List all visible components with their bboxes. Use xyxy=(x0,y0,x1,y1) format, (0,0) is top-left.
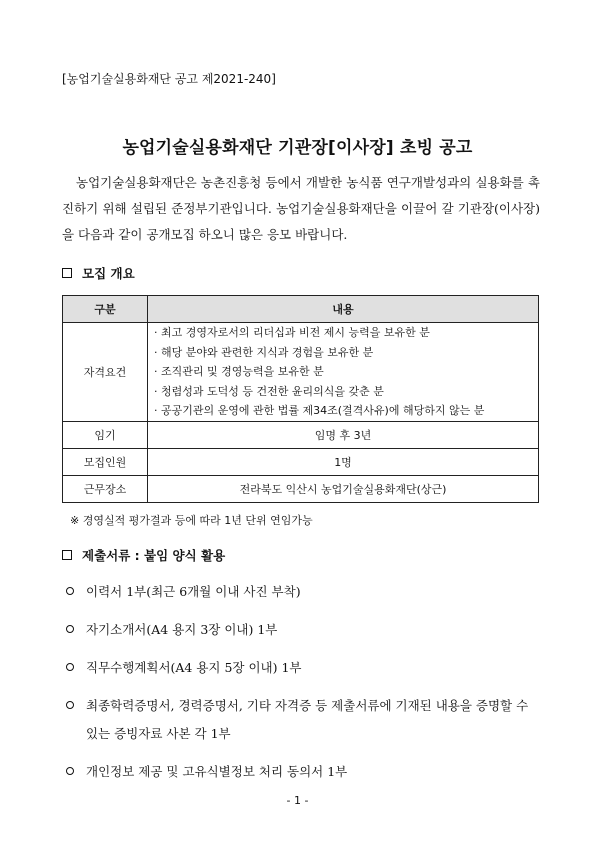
notice-reference: [농업기술실용화재단 공고 제2021-240] xyxy=(62,72,276,86)
page-number: - 1 - xyxy=(286,794,309,807)
qualification-item: · 최고 경영자로서의 리더십과 비전 제시 능력을 보유한 분 xyxy=(154,326,430,339)
qualification-item: · 공공기관의 운영에 관한 법률 제34조(결격사유)에 해당하지 않는 분 xyxy=(154,404,485,417)
header-content: 내용 xyxy=(148,296,539,323)
qualification-item: · 청렴성과 도덕성 등 건전한 윤리의식을 갖춘 분 xyxy=(154,384,384,398)
recruitment-table xyxy=(62,295,539,503)
row-value-term: 임명 후 3년 xyxy=(148,421,539,448)
list-item xyxy=(62,616,542,644)
qualification-item: · 조직관리 및 경영능력을 보유한 분 xyxy=(154,365,324,378)
row-label-qualification: 자격요건 xyxy=(63,323,148,422)
document-text: 자기소개서(A4 용지 3장 이내) 1부 xyxy=(86,622,278,637)
section-recruitment-overview xyxy=(62,264,135,282)
list-item xyxy=(62,758,542,786)
row-label-term: 임기 xyxy=(63,421,148,448)
list-item xyxy=(62,578,542,606)
table-header-row xyxy=(63,296,539,323)
square-bullet-icon xyxy=(62,268,72,278)
circle-bullet-icon xyxy=(66,625,74,633)
section-heading: 제출서류 : 붙임 양식 활용 xyxy=(82,548,226,563)
intro-paragraph: 농업기술실용화재단은 농촌진흥청 등에서 개발한 농식품 연구개발성과의 실용화를 촉진하기 위해 설립된 준정부기관입니다. 농업기술실용화재단을 이끌어 갈 기관장(이사장)을 다음과 같이 공개모집 하오니 많은 응모 바랍니다. xyxy=(62,175,540,242)
square-bullet-icon xyxy=(62,550,72,560)
table-row xyxy=(63,421,539,448)
section-required-documents xyxy=(62,546,225,564)
section-heading: 모집 개요 xyxy=(82,266,135,281)
row-value-workplace: 전라북도 익산시 농업기술실용화재단(상근) xyxy=(148,475,539,502)
header-category: 구분 xyxy=(63,296,148,323)
reappointment-note: ※ 경영실적 평가결과 등에 따라 1년 단위 연임가능 xyxy=(70,514,313,527)
qualification-list xyxy=(148,323,539,422)
row-label-headcount: 모집인원 xyxy=(63,448,148,475)
document-text: 직무수행계획서(A4 용지 5장 이내) 1부 xyxy=(86,660,302,675)
row-label-workplace: 근무장소 xyxy=(63,475,148,502)
document-text: 최종학력증명서, 경력증명서, 기타 자격증 등 제출서류에 기재된 내용을 증명할 수 있는 증빙자료 사본 각 1부 xyxy=(86,698,529,741)
document-text: 개인정보 제공 및 고유식별정보 처리 동의서 1부 xyxy=(86,764,348,779)
circle-bullet-icon xyxy=(66,663,74,671)
page-title: 농업기술실용화재단 기관장[이사장] 초빙 공고 xyxy=(122,138,473,158)
qualification-item: · 해당 분야와 관련한 지식과 경험을 보유한 분 xyxy=(154,345,374,359)
document-text: 이력서 1부(최근 6개월 이내 사진 부착) xyxy=(86,584,301,599)
required-documents-list xyxy=(62,578,542,796)
row-value-headcount: 1명 xyxy=(148,448,539,475)
list-item xyxy=(62,692,542,748)
circle-bullet-icon xyxy=(66,767,74,775)
list-item xyxy=(62,654,542,682)
table-row xyxy=(63,475,539,502)
circle-bullet-icon xyxy=(66,701,74,709)
table-row xyxy=(63,448,539,475)
circle-bullet-icon xyxy=(66,587,74,595)
table-row xyxy=(63,323,539,422)
